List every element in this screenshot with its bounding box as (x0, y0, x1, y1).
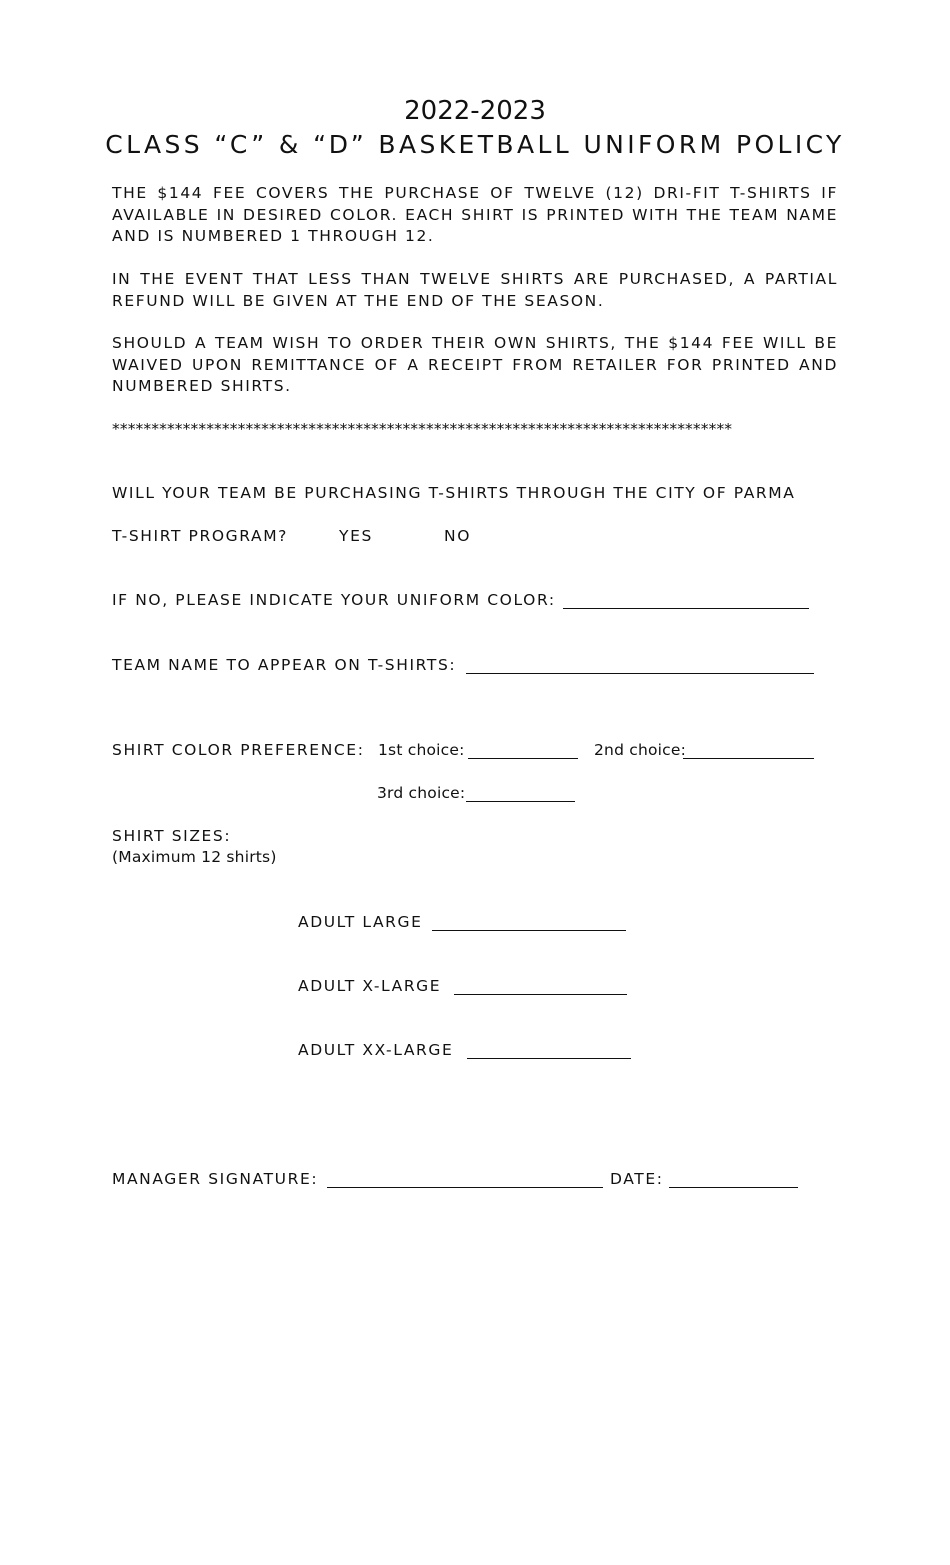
manager-signature-label: MANAGER SIGNATURE: (112, 1170, 319, 1188)
shirt-sizes-note: (Maximum 12 shirts) (112, 848, 277, 866)
document-year: 2022-2023 (404, 96, 546, 126)
fee-paragraph: THE $144 FEE COVERS THE PURCHASE OF TWELVE (12) DRI-FIT T-SHIRTS IF AVAILABLE IN DESIRED COLOR. EACH SHIRT IS PRINTED WITH THE TEAM NAME AND IS NUMBERED 1 THROUGH 12. (112, 184, 838, 245)
color-preference-label: SHIRT COLOR PREFERENCE: (112, 741, 365, 759)
second-choice-label: 2nd choice: (594, 741, 687, 759)
uniform-color-label: IF NO, PLEASE INDICATE YOUR UNIFORM COLOR: (112, 591, 556, 609)
question-line-2: T-SHIRT PROGRAM? (112, 527, 289, 545)
third-choice-field[interactable] (466, 787, 575, 802)
refund-paragraph: IN THE EVENT THAT LESS THAN TWELVE SHIRTS ARE PURCHASED, A PARTIAL REFUND WILL BE GIVEN AT THE END OF THE SEASON. (112, 270, 838, 310)
adult-large-label: ADULT LARGE (298, 913, 423, 931)
no-option[interactable]: NO (444, 527, 471, 545)
date-field[interactable] (669, 1173, 798, 1188)
adult-xxlarge-label: ADULT XX-LARGE (298, 1041, 454, 1059)
adult-large-field[interactable] (432, 916, 626, 931)
document-title: CLASS “C” & “D” BASKETBALL UNIFORM POLICY (105, 130, 845, 159)
separator-line: ******************************************************************************* (112, 420, 733, 438)
team-name-field[interactable] (466, 659, 814, 674)
adult-xxlarge-field[interactable] (467, 1044, 631, 1059)
adult-xlarge-label: ADULT X-LARGE (298, 977, 442, 995)
own-shirts-paragraph: SHOULD A TEAM WISH TO ORDER THEIR OWN SHIRTS, THE $144 FEE WILL BE WAIVED UPON REMITTANCE OF A RECEIPT FROM RETAILER FOR PRINTED AND NUMBERED SHIRTS. (112, 334, 838, 395)
question-line-1: WILL YOUR TEAM BE PURCHASING T-SHIRTS THROUGH THE CITY OF PARMA (112, 484, 796, 502)
date-label: DATE: (610, 1170, 664, 1188)
second-choice-field[interactable] (683, 744, 814, 759)
third-choice-label: 3rd choice: (377, 784, 466, 802)
team-name-label: TEAM NAME TO APPEAR ON T-SHIRTS: (112, 656, 457, 674)
manager-signature-field[interactable] (327, 1173, 603, 1188)
yes-option[interactable]: YES (339, 527, 373, 545)
first-choice-field[interactable] (468, 744, 578, 759)
uniform-color-field[interactable] (563, 594, 809, 609)
adult-xlarge-field[interactable] (454, 980, 627, 995)
shirt-sizes-label: SHIRT SIZES: (112, 827, 232, 845)
first-choice-label: 1st choice: (378, 741, 465, 759)
